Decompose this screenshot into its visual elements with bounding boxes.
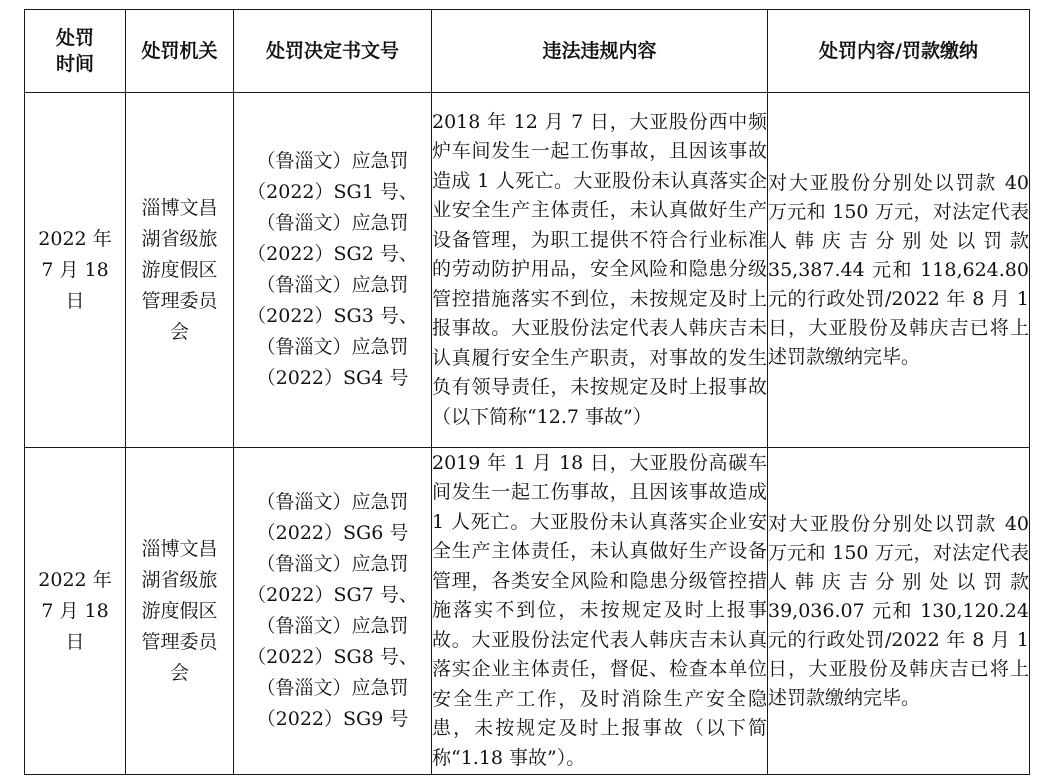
cell-time: 2022 年 7 月 18 日 — [25, 93, 126, 448]
cell-violation: 2018 年 12 月 7 日，大亚股份西中频炉车间发生一起工伤事故，且因该事故造成 1 人死亡。大亚股份未认真落实企业安全生产主体责任，未认真做好生产设备管理，为职工提供不符合行业标准的劳动防护用品，安全风险和隐患分级管控措施落实不到位，未按规定及时上报事故。大亚股份法定代表人韩庆吉未认真履行安全生产职责，对事故的发生负有领导责任，未按规定及时上报事故（以下简称“12.7 事故”） — [432, 93, 768, 448]
penalty-table — [24, 9, 1030, 775]
header-time: 处罚 时间 — [25, 10, 126, 93]
cell-violation: 2019 年 1 月 18 日，大亚股份高碳车间发生一起工伤事故，且因该事故造成 1 人死亡。大亚股份未认真落实企业安全生产主体责任，未认真做好生产设备管理，各类安全风险和隐患分级管控措施落实不到位，未按规定及时上报事故。大亚股份法定代表人韩庆吉未认真落实企业主体责任，督促、检查本单位安全生产工作，及时消除生产安全隐患，未按规定及时上报事故（以下简称“1.18 事故”）。 — [432, 448, 768, 775]
header-row — [25, 10, 1030, 93]
table-row — [25, 448, 1030, 775]
cell-org: 淄博文昌 湖省级旅 游度假区 管理委员 会 — [126, 448, 234, 775]
header-doc: 处罚决定书文号 — [234, 10, 432, 93]
header-org: 处罚机关 — [126, 10, 234, 93]
cell-doc: （鲁淄文）应急罚 （2022）SG1 号、 （鲁淄文）应急罚 （2022）SG2 号、 （鲁淄文）应急罚 （2022）SG3 号、 （鲁淄文）应急罚 （2022）SG4 号 — [234, 93, 432, 448]
cell-penalty: 对大亚股份分别处以罚款 40 万元和 150 万元，对法定代表人韩庆吉分别处以罚款 35,387.44 元和 118,624.80 元的行政处罚/2022 年 8 月 1 日，大亚股份及韩庆吉已将上述罚款缴纳完毕。 — [768, 93, 1030, 448]
cell-doc: （鲁淄文）应急罚 （2022）SG6 号 （鲁淄文）应急罚 （2022）SG7 号、 （鲁淄文）应急罚 （2022）SG8 号、 （鲁淄文）应急罚 （2022）SG9 号 — [234, 448, 432, 775]
table-row — [25, 93, 1030, 448]
header-violation: 违法违规内容 — [432, 10, 768, 93]
cell-penalty: 对大亚股份分别处以罚款 40 万元和 150 万元，对法定代表人韩庆吉分别处以罚款 39,036.07 元和 130,120.24 元的行政处罚/2022 年 8 月 1 日，大亚股份及韩庆吉已将上述罚款缴纳完毕。 — [768, 448, 1030, 775]
cell-time: 2022 年 7 月 18 日 — [25, 448, 126, 775]
cell-org: 淄博文昌 湖省级旅 游度假区 管理委员 会 — [126, 93, 234, 448]
header-penalty: 处罚内容/罚款缴纳 — [768, 10, 1030, 93]
